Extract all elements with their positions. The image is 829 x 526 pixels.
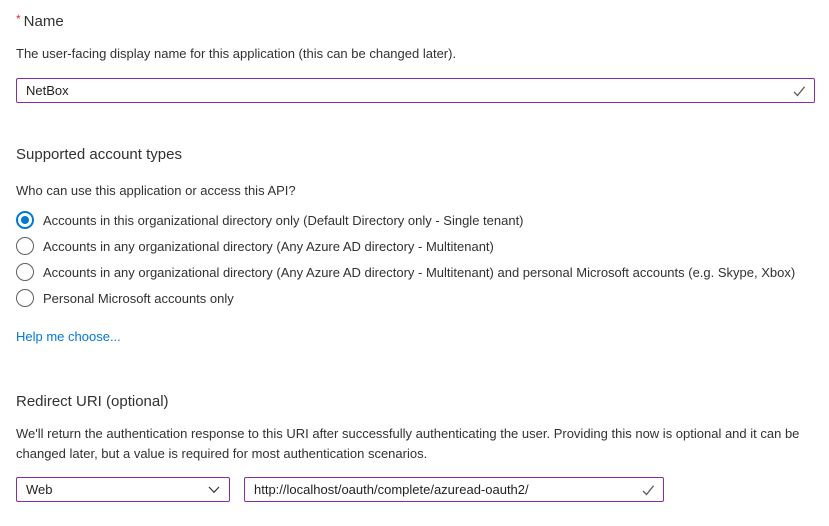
radio-option-personal-only[interactable] (16, 285, 815, 311)
name-input[interactable] (16, 78, 815, 103)
radio-button[interactable] (16, 263, 34, 281)
redirect-uri-description: We'll return the authentication response to this URI after successfully authenticating the user. Providing this now is optional and it can be changed later, but a value is required for most authentication scenarios. (16, 426, 800, 461)
checkmark-icon (641, 483, 655, 497)
account-types-question: Who can use this application or access this API? (16, 183, 296, 198)
name-section-title (16, 10, 815, 31)
checkmark-icon (792, 84, 806, 98)
required-asterisk: * (16, 12, 21, 26)
name-label: Name (23, 13, 64, 30)
radio-option-multitenant-personal[interactable] (16, 259, 815, 285)
name-input-value: NetBox (26, 83, 69, 98)
platform-selected-value: Web (26, 482, 53, 497)
radio-label: Personal Microsoft accounts only (43, 290, 234, 306)
redirect-uri-input[interactable] (244, 477, 664, 502)
account-types-title: Supported account types (16, 146, 182, 163)
radio-label: Accounts in this organizational directory only (Default Directory only - Single tenant) (43, 212, 524, 228)
radio-label: Accounts in any organizational directory (Any Azure AD directory - Multitenant) and personal Microsoft accounts (e.g. Skype, Xbox) (43, 264, 796, 280)
platform-select-dropdown[interactable] (16, 477, 230, 502)
radio-label: Accounts in any organizational directory (Any Azure AD directory - Multitenant) (43, 238, 494, 254)
name-description: The user-facing display name for this application (this can be changed later). (16, 46, 457, 61)
redirect-uri-value: http://localhost/oauth/complete/azuread-oauth2/ (254, 482, 529, 497)
radio-option-multitenant[interactable] (16, 233, 815, 259)
radio-button[interactable] (16, 211, 34, 229)
account-types-radio-group (16, 207, 815, 311)
radio-button[interactable] (16, 289, 34, 307)
redirect-uri-row (16, 477, 815, 502)
radio-option-single-tenant[interactable] (16, 207, 815, 233)
radio-button[interactable] (16, 237, 34, 255)
chevron-down-icon (208, 486, 220, 494)
app-registration-form (0, 10, 829, 502)
redirect-uri-title: Redirect URI (optional) (16, 393, 169, 410)
help-me-choose-link[interactable]: Help me choose... (16, 329, 121, 344)
